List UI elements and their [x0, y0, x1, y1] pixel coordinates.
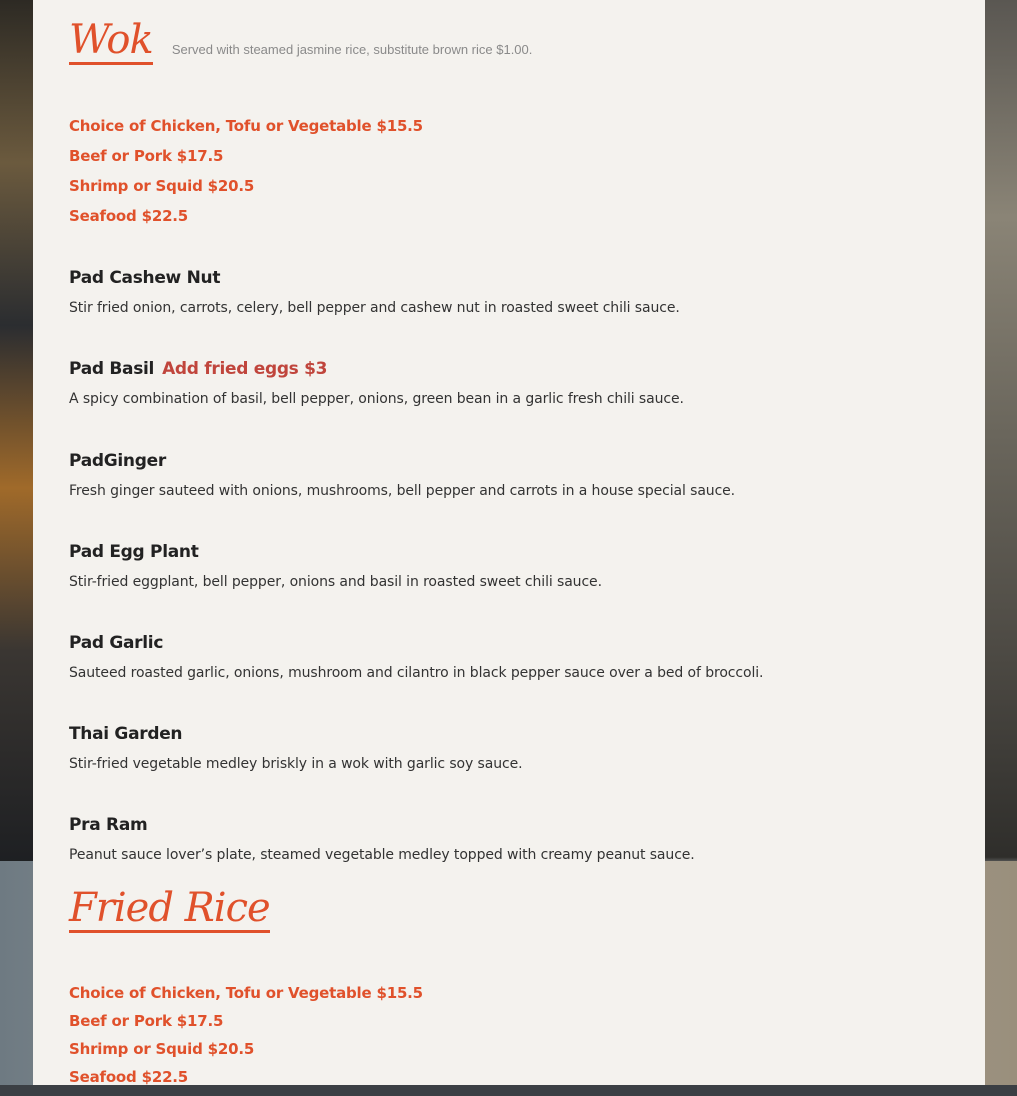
- wok-price-3: Seafood $22.5: [69, 207, 189, 225]
- fried-rice-price-list: [69, 984, 423, 1096]
- item-description: Stir fried onion, carrots, celery, bell pepper and cashew nut in roasted sweet chili sauce.: [69, 300, 680, 316]
- item-name: Pad Egg Plant: [69, 542, 199, 562]
- fried-rice-section-header: [69, 886, 270, 933]
- item-name: Pad Garlic: [69, 633, 164, 653]
- item-name: Pad Cashew Nut: [69, 268, 221, 288]
- menu-item: [69, 268, 680, 316]
- item-name: PadGinger: [69, 451, 166, 471]
- wok-section-note: Served with steamed jasmine rice, substitute brown rice $1.00.: [171, 42, 533, 57]
- wok-price-1: Beef or Pork $17.5: [69, 147, 224, 165]
- fried-rice-section-title: Fried Rice: [69, 885, 270, 931]
- fried-rice-price-3: Seafood $22.5: [69, 1068, 189, 1086]
- fried-rice-price-0: Choice of Chicken, Tofu or Vegetable $15.5: [69, 984, 423, 1002]
- wok-price-list: [69, 117, 423, 237]
- wok-section-header: [69, 18, 532, 65]
- menu-item: [69, 451, 735, 499]
- item-name: Pad Basil Add fried eggs $3: [69, 359, 328, 379]
- menu-item: [69, 633, 763, 681]
- fried-rice-price-1: Beef or Pork $17.5: [69, 1012, 224, 1030]
- wok-price-0: Choice of Chicken, Tofu or Vegetable $15.5: [69, 117, 423, 135]
- menu-panel: [33, 0, 985, 1085]
- item-description: Stir-fried vegetable medley briskly in a wok with garlic soy sauce.: [69, 756, 523, 772]
- fried-rice-price-2: Shrimp or Squid $20.5: [69, 1040, 255, 1058]
- menu-item: [69, 815, 695, 863]
- item-name: Thai Garden: [69, 724, 183, 744]
- menu-item: [69, 724, 522, 772]
- item-description: Sauteed roasted garlic, onions, mushroom and cilantro in black pepper sauce over a bed of broccoli.: [69, 665, 764, 681]
- item-description: Fresh ginger sauteed with onions, mushrooms, bell pepper and carrots in a house special sauce.: [69, 483, 736, 499]
- item-name: Pra Ram: [69, 815, 148, 835]
- item-addon: Add fried eggs $3: [162, 359, 328, 379]
- menu-item: [69, 359, 684, 407]
- item-description: Stir-fried eggplant, bell pepper, onions and basil in roasted sweet chili sauce.: [69, 574, 602, 590]
- menu-item: [69, 542, 602, 590]
- item-description: Peanut sauce lover’s plate, steamed vegetable medley topped with creamy peanut sauce.: [69, 847, 695, 863]
- item-description: A spicy combination of basil, bell pepper, onions, green bean in a garlic fresh chili sauce.: [69, 391, 684, 407]
- wok-price-2: Shrimp or Squid $20.5: [69, 177, 255, 195]
- wok-section-title: Wok: [69, 17, 153, 63]
